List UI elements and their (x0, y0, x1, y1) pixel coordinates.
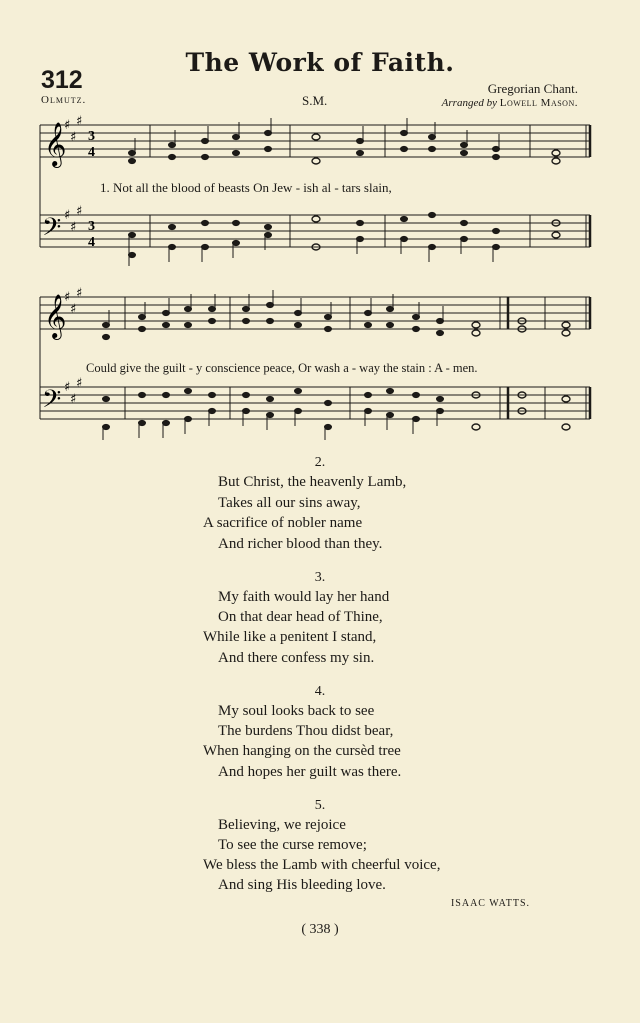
svg-text:♯: ♯ (64, 290, 71, 305)
svg-text:♯: ♯ (70, 302, 77, 317)
lyrics-line-2: Could give the guilt - y conscience peace, Or wash a - way the stain : A - men. (86, 361, 478, 375)
svg-text:♯: ♯ (76, 286, 83, 301)
verse-line: When hanging on the cursèd tree (203, 743, 401, 759)
tune-name: Olmutz. (41, 94, 87, 106)
verse-line: And there confess my sin. (218, 650, 375, 666)
stanza-number: 4. (314, 684, 326, 699)
author-credit: ISAAC WATTS. (450, 898, 530, 909)
bass-clef-icon: 𝄢 (42, 213, 62, 248)
verse-line: While like a penitent I stand, (203, 629, 377, 645)
treble-staff-1 (40, 125, 590, 157)
key-signature-2 (64, 286, 82, 407)
arranger-credit (442, 97, 578, 109)
arranged-by-label: Arranged by (441, 97, 497, 109)
verse-line: Believing, we rejoice (218, 817, 346, 833)
hymn-title: The Work of Faith. (185, 48, 455, 77)
barlines-2 (40, 297, 590, 419)
verse-line: The burdens Thou didst bear, (218, 723, 394, 739)
tune-source: Gregorian Chant. (487, 81, 578, 96)
verse-line: But Christ, the heavenly Lamb, (218, 474, 407, 490)
svg-text:4: 4 (88, 145, 95, 160)
verse-line: On that dear head of Thine, (218, 609, 383, 625)
svg-text:♯: ♯ (64, 208, 71, 223)
bass-staff-1 (40, 215, 590, 247)
verse-line: And sing His bleeding love. (218, 877, 386, 893)
svg-text:4: 4 (88, 235, 95, 250)
verse-line: Takes all our sins away, (218, 495, 361, 511)
arranger-name: Lowell Mason. (499, 97, 578, 109)
svg-text:♯: ♯ (76, 204, 83, 219)
hymn-number: 312 (41, 66, 83, 94)
time-signature-1 (88, 129, 95, 250)
stanza-number: 3. (314, 570, 326, 585)
treble-clef-icon: 𝄞 (44, 294, 67, 338)
key-signature-1 (64, 114, 82, 235)
verse-line: My soul looks back to see (218, 703, 375, 719)
svg-text:3: 3 (88, 129, 95, 144)
svg-text:♯: ♯ (70, 220, 77, 235)
verse-line: And richer blood than they. (218, 536, 383, 552)
svg-text:♯: ♯ (70, 130, 77, 145)
verse-line: We bless the Lamb with cheerful voice, (203, 857, 441, 873)
verse-line: A sacrifice of nobler name (203, 515, 363, 531)
svg-text:♯: ♯ (64, 380, 71, 395)
stanza-number: 2. (314, 455, 326, 470)
svg-text:3: 3 (88, 219, 95, 234)
page-number: ( 338 ) (301, 922, 339, 937)
meter: S.M. (302, 93, 328, 108)
svg-text:♯: ♯ (64, 118, 71, 133)
verse-line: And hopes her guilt was there. (218, 764, 402, 780)
stanza-number: 5. (314, 798, 326, 813)
lyrics-line-1: 1. Not all the blood of beasts On Jew - ish al - tars slain, (100, 180, 392, 195)
treble-clef-icon: 𝄞 (44, 122, 67, 166)
verse-line: To see the curse remove; (218, 837, 367, 853)
svg-text:♯: ♯ (76, 114, 83, 129)
svg-text:♯: ♯ (70, 392, 77, 407)
svg-text:♯: ♯ (76, 376, 83, 391)
verse-line: My faith would lay her hand (218, 589, 390, 605)
bass-clef-icon: 𝄢 (42, 385, 62, 420)
